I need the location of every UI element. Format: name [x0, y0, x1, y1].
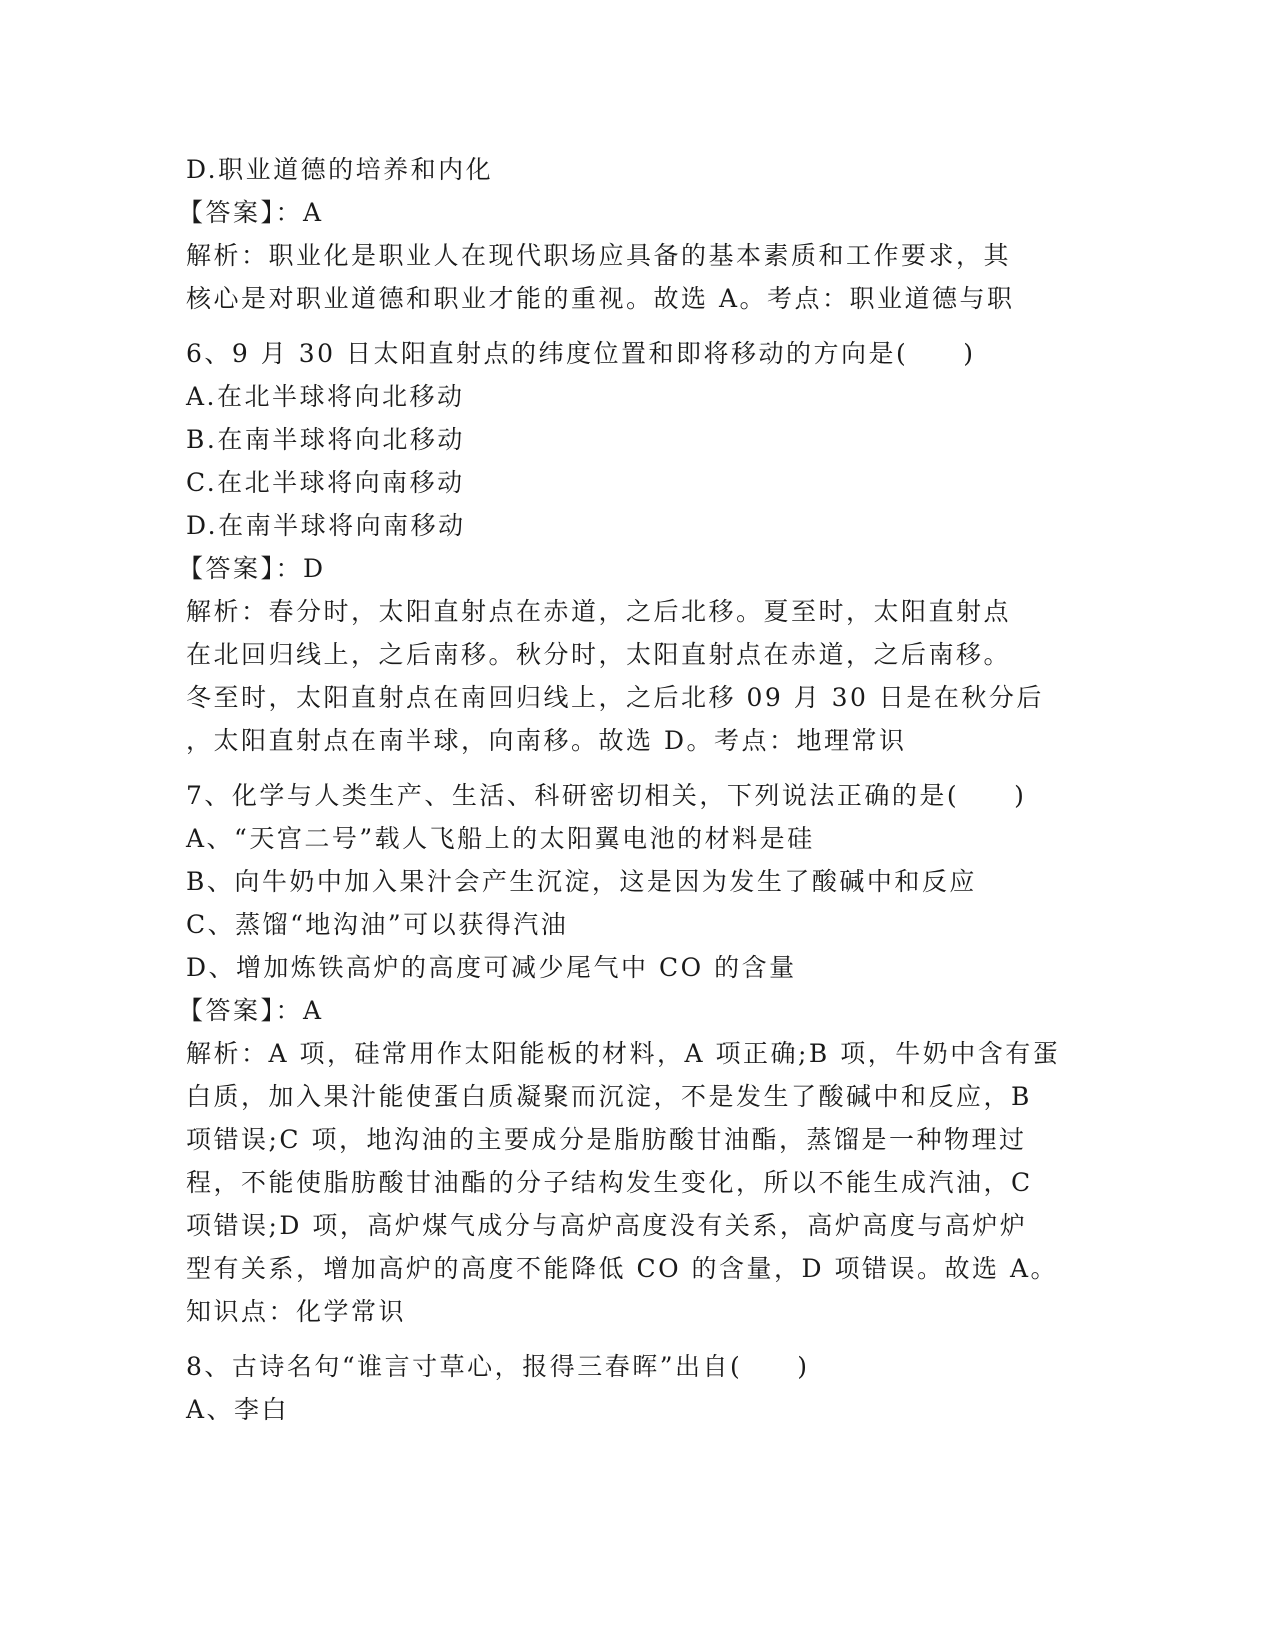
answer-label: 【答案】：D [178, 554, 326, 583]
option-b: B.在南半球将向北移动 [186, 425, 465, 454]
answer-label: 【答案】：A [178, 996, 324, 1025]
question-6-block [178, 332, 1086, 762]
option-c: C.在北半球将向南移动 [186, 468, 465, 497]
option-b: B、向牛奶中加入果汁会产生沉淀，这是因为发生了酸碱中和反应 [186, 867, 977, 896]
analysis-line: 解析：职业化是职业人在现代职场应具备的基本素质和工作要求，其 [186, 241, 1012, 270]
analysis-line: 白质，加入果汁能使蛋白质凝聚而沉淀，不是发生了酸碱中和反应，B [186, 1082, 1032, 1111]
question-8-block [186, 1345, 1086, 1431]
analysis-line: 项错误;D 项，高炉煤气成分与高炉高度没有关系，高炉高度与高炉炉 [186, 1211, 1028, 1240]
option-d: D、增加炼铁高炉的高度可减少尾气中 CO 的含量 [186, 953, 797, 982]
question-7-text: 7、化学与人类生产、生活、科研密切相关，下列说法正确的是( ) [186, 781, 1027, 810]
analysis-line: 型有关系，增加高炉的高度不能降低 CO 的含量，D 项错误。故选 A。 [186, 1254, 1059, 1283]
option-d: D.职业道德的培养和内化 [186, 155, 494, 184]
option-d: D.在南半球将向南移动 [186, 511, 466, 540]
analysis-line: 解析：春分时，太阳直射点在赤道，之后北移。夏至时，太阳直射点 [186, 597, 1012, 626]
analysis-line: 解析：A 项，硅常用作太阳能板的材料，A 项正确;B 项，牛奶中含有蛋 [186, 1039, 1061, 1068]
question-7-block [178, 774, 1086, 1333]
option-a: A.在北半球将向北移动 [186, 382, 465, 411]
analysis-line: ，太阳直射点在南半球，向南移。故选 D。考点：地理常识 [186, 726, 907, 755]
option-a: A、“天宫二号”载人飞船上的太阳翼电池的材料是硅 [186, 824, 815, 853]
analysis-line: 程，不能使脂肪酸甘油酯的分子结构发生变化，所以不能生成汽油，C [186, 1168, 1033, 1197]
analysis-line: 知识点：化学常识 [186, 1297, 407, 1326]
analysis-line: 冬至时，太阳直射点在南回归线上，之后北移 09 月 30 日是在秋分后 [186, 683, 1044, 712]
analysis-line: 核心是对职业道德和职业才能的重视。故选 A。考点：职业道德与职 [186, 284, 1015, 313]
analysis-line: 在北回归线上，之后南移。秋分时，太阳直射点在赤道，之后南移。 [186, 640, 1012, 669]
question-6-text: 6、9 月 30 日太阳直射点的纬度位置和即将移动的方向是( ) [186, 339, 976, 368]
prev-question-block [178, 148, 1086, 320]
document-page [178, 148, 1086, 1431]
option-c: C、蒸馏“地沟油”可以获得汽油 [186, 910, 569, 939]
answer-label: 【答案】：A [178, 198, 324, 227]
question-8-text: 8、古诗名句“谁言寸草心，报得三春晖”出自( ) [186, 1352, 810, 1381]
option-a: A、李白 [186, 1395, 290, 1424]
analysis-line: 项错误;C 项，地沟油的主要成分是脂肪酸甘油酯，蒸馏是一种物理过 [186, 1125, 1027, 1154]
